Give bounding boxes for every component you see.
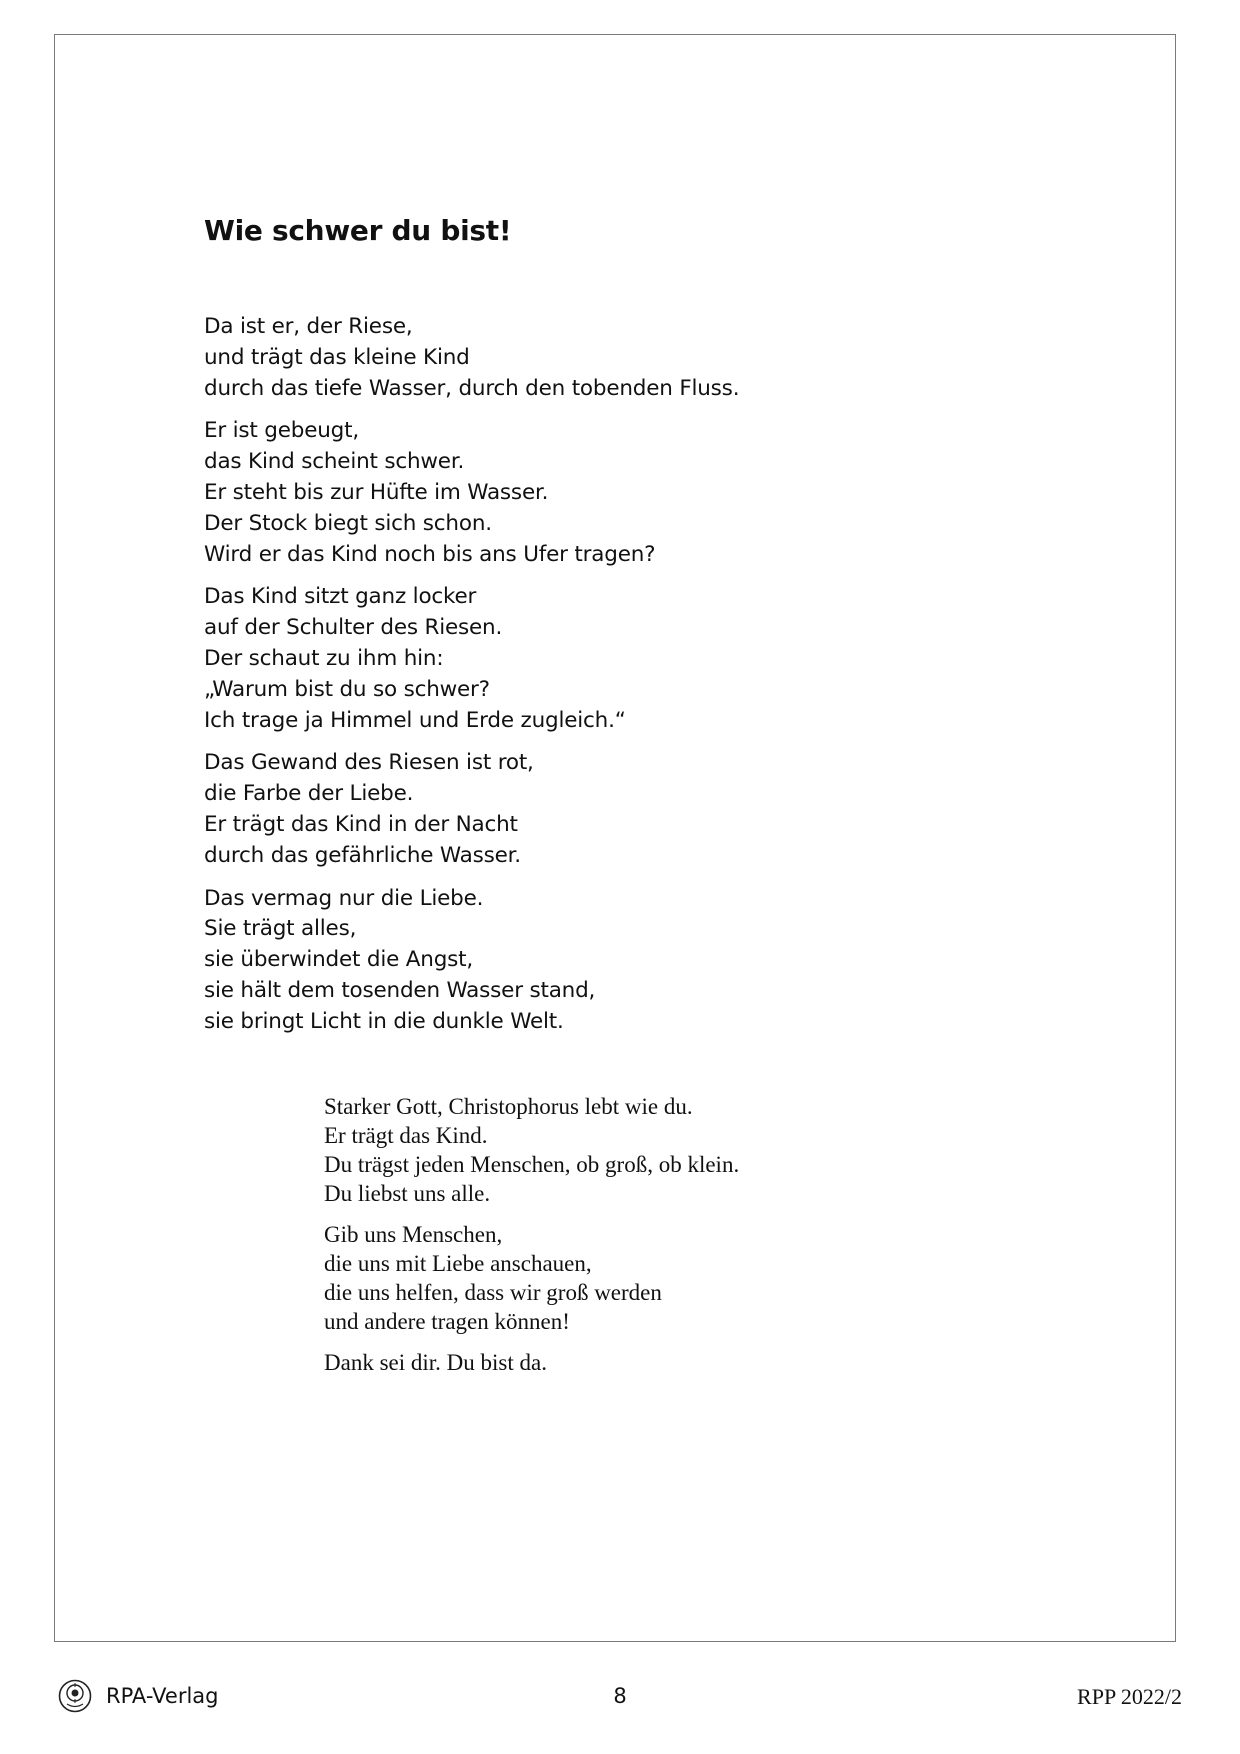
poem-stanza bbox=[204, 884, 1004, 1038]
prayer-line: Du liebst uns alle. bbox=[324, 1181, 491, 1206]
prayer-stanza bbox=[324, 1092, 1024, 1208]
poem-line: Ich trage ja Himmel und Erde zugleich.“ bbox=[204, 707, 626, 733]
poem-line: Da ist er, der Riese, bbox=[204, 314, 413, 339]
poem-stanza bbox=[204, 748, 1004, 871]
prayer-line: Dank sei dir. Du bist da. bbox=[324, 1350, 547, 1375]
poem-stanza bbox=[204, 312, 1004, 404]
publisher-name: RPA-Verlag bbox=[106, 1684, 219, 1708]
prayer-stanza bbox=[324, 1348, 1024, 1377]
poem-line: Das Gewand des Riesen ist rot, bbox=[204, 750, 534, 776]
poem-line: Der schaut zu ihm hin: bbox=[204, 645, 444, 671]
prayer-stanza bbox=[324, 1220, 1024, 1336]
poem bbox=[204, 312, 1004, 1050]
poem-stanza bbox=[204, 582, 1004, 736]
poem-line: sie überwindet die Angst, bbox=[204, 947, 474, 973]
poem-line: sie hält dem tosenden Wasser stand, bbox=[204, 977, 596, 1003]
prayer-line: die uns helfen, dass wir groß werden bbox=[324, 1280, 662, 1305]
poem-line: sie bringt Licht in die dunkle Welt. bbox=[204, 1008, 564, 1034]
page-title: Wie schwer du bist! bbox=[204, 214, 512, 247]
prayer-line: die uns mit Liebe anschauen, bbox=[324, 1251, 592, 1276]
poem-line: Er ist gebeugt, bbox=[204, 418, 359, 444]
poem-line: Wird er das Kind noch bis ans Ufer tragen? bbox=[204, 541, 656, 567]
poem-stanza bbox=[204, 416, 1004, 570]
prayer bbox=[324, 1092, 1024, 1389]
prayer-line: und andere tragen können! bbox=[324, 1309, 570, 1334]
poem-line: Er trägt das Kind in der Nacht bbox=[204, 811, 518, 837]
prayer-line: Gib uns Menschen, bbox=[324, 1222, 503, 1247]
prayer-line: Er trägt das Kind. bbox=[324, 1123, 488, 1148]
poem-line: auf der Schulter des Riesen. bbox=[204, 615, 503, 641]
poem-line: Sie trägt alles, bbox=[204, 916, 357, 942]
poem-line: „Warum bist du so schwer? bbox=[204, 676, 490, 702]
prayer-line: Du trägst jeden Menschen, ob groß, ob klein. bbox=[324, 1152, 740, 1177]
poem-line: Das Kind sitzt ganz locker bbox=[204, 584, 477, 610]
poem-line: und trägt das kleine Kind bbox=[204, 344, 470, 370]
poem-line: durch das tiefe Wasser, durch den tobenden Fluss. bbox=[204, 375, 740, 401]
poem-line: die Farbe der Liebe. bbox=[204, 781, 414, 807]
poem-line: Er steht bis zur Hüfte im Wasser. bbox=[204, 479, 549, 505]
poem-line: das Kind scheint schwer. bbox=[204, 449, 465, 475]
page-footer bbox=[0, 1678, 1240, 1718]
issue-label: RPP 2022/2 bbox=[1077, 1684, 1182, 1709]
prayer-line: Starker Gott, Christophorus lebt wie du. bbox=[324, 1094, 693, 1119]
poem-line: Der Stock biegt sich schon. bbox=[204, 510, 492, 536]
poem-line: durch das gefährliche Wasser. bbox=[204, 842, 521, 868]
page-number: 8 bbox=[613, 1684, 627, 1708]
poem-line: Das vermag nur die Liebe. bbox=[204, 885, 484, 911]
